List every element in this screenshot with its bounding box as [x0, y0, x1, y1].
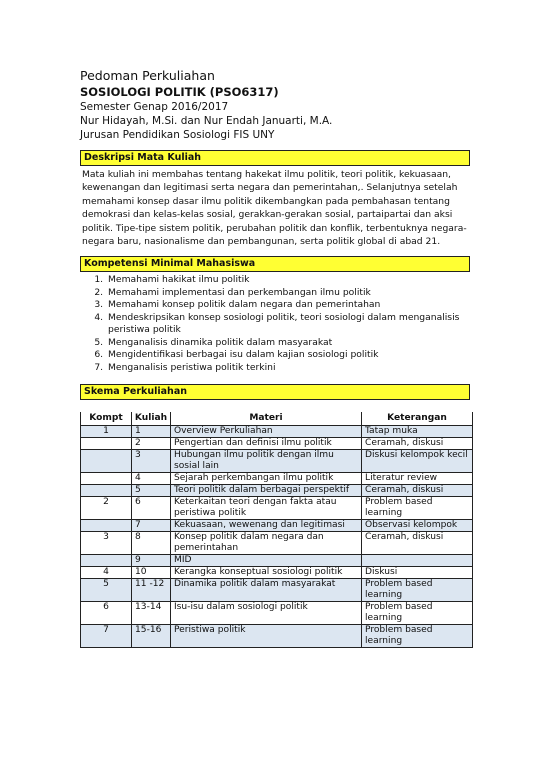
cell-keterangan: [362, 555, 473, 567]
cell-keterangan: Observasi kelompok: [362, 520, 473, 532]
cell-keterangan: Diskusi kelompok kecil: [362, 450, 473, 473]
col-header-keterangan: Keterangan: [362, 412, 473, 426]
cell-keterangan: Problem based learning: [362, 579, 473, 602]
kompetensi-list: [80, 274, 470, 374]
cell-keterangan: Tatap muka: [362, 426, 473, 438]
cell-kompt: [81, 438, 132, 450]
cell-materi: Dinamika politik dalam masyarakat: [171, 579, 362, 602]
cell-kompt: [81, 555, 132, 567]
table-row: [81, 473, 473, 485]
skema-table-body: [81, 426, 473, 648]
cell-materi: Kekuasaan, wewenang dan legitimasi: [171, 520, 362, 532]
cell-kompt: [81, 485, 132, 497]
table-row: [81, 625, 473, 648]
cell-kuliah: 9: [132, 555, 171, 567]
table-row: [81, 579, 473, 602]
cell-materi: Peristiwa politik: [171, 625, 362, 648]
cell-kompt: 2: [81, 497, 132, 520]
cell-materi: MID: [171, 555, 362, 567]
table-row: [81, 520, 473, 532]
cell-keterangan: Problem based learning: [362, 625, 473, 648]
cell-materi: Sejarah perkembangan ilmu politik: [171, 473, 362, 485]
cell-kompt: 6: [81, 602, 132, 625]
kompetensi-item: 5. Menganalisis dinamika politik dalam masyarakat: [106, 337, 470, 350]
table-row: [81, 567, 473, 579]
cell-kuliah: 3: [132, 450, 171, 473]
document-header: [80, 68, 470, 142]
cell-materi: Kerangka konseptual sosiologi politik: [171, 567, 362, 579]
cell-kuliah: 10: [132, 567, 171, 579]
kompetensi-item: 1. Memahami hakikat ilmu politik: [106, 274, 470, 287]
skema-table: [80, 412, 473, 648]
cell-materi: Isu-isu dalam sosiologi politik: [171, 602, 362, 625]
cell-materi: Teori politik dalam berbagai perspektif: [171, 485, 362, 497]
section-deskripsi-title: Deskripsi Mata Kuliah: [80, 150, 470, 166]
cell-kuliah: 7: [132, 520, 171, 532]
section-kompetensi-title: Kompetensi Minimal Mahasiswa: [80, 256, 470, 272]
cell-kuliah: 1: [132, 426, 171, 438]
cell-kuliah: 5: [132, 485, 171, 497]
cell-kuliah: 13-14: [132, 602, 171, 625]
section-skema-title: Skema Perkuliahan: [80, 384, 470, 400]
cell-kompt: 7: [81, 625, 132, 648]
table-row: [81, 485, 473, 497]
course-title: SOSIOLOGI POLITIK (PSO6317): [80, 85, 279, 99]
cell-kompt: 4: [81, 567, 132, 579]
table-row: [81, 426, 473, 438]
cell-materi: Pengertian dan definisi ilmu politik: [171, 438, 362, 450]
cell-kuliah: 6: [132, 497, 171, 520]
kompetensi-item: 4. Mendeskripsikan konsep sosiologi politik, teori sosiologi dalam menganalisis peristiwa politik: [106, 312, 470, 337]
col-header-materi: Materi: [171, 412, 362, 426]
cell-keterangan: Ceramah, diskusi: [362, 438, 473, 450]
cell-kompt: 3: [81, 532, 132, 555]
cell-kuliah: 15-16: [132, 625, 171, 648]
table-row: [81, 450, 473, 473]
cell-keterangan: Diskusi: [362, 567, 473, 579]
cell-materi: Hubungan ilmu politik dengan ilmu sosial lain: [171, 450, 362, 473]
table-row: [81, 532, 473, 555]
doc-type: Pedoman Perkuliahan: [80, 68, 215, 83]
cell-kompt: [81, 473, 132, 485]
document-page: [80, 68, 470, 648]
kompetensi-item: 2. Memahami implementasi dan perkembangan ilmu politik: [106, 287, 470, 300]
kompetensi-item: 6. Mengidentifikasi berbagai isu dalam kajian sosiologi politik: [106, 349, 470, 362]
kompetensi-item: 7. Menganalisis peristiwa politik terkini: [106, 362, 470, 375]
cell-kuliah: 2: [132, 438, 171, 450]
cell-keterangan: Ceramah, diskusi: [362, 532, 473, 555]
cell-kuliah: 11 -12: [132, 579, 171, 602]
cell-keterangan: Problem based learning: [362, 602, 473, 625]
kompetensi-item: 3. Memahami konsep politik dalam negara dan pemerintahan: [106, 299, 470, 312]
col-header-kuliah: Kuliah: [132, 412, 171, 426]
table-row: [81, 555, 473, 567]
table-header-row: [81, 412, 473, 426]
cell-materi: Overview Perkuliahan: [171, 426, 362, 438]
table-row: [81, 497, 473, 520]
semester: Semester Genap 2016/2017: [80, 101, 229, 113]
cell-kompt: 1: [81, 426, 132, 438]
cell-keterangan: Ceramah, diskusi: [362, 485, 473, 497]
cell-kompt: [81, 520, 132, 532]
cell-materi: Keterkaitan teori dengan fakta atau peristiwa politik: [171, 497, 362, 520]
deskripsi-text: Mata kuliah ini membahas tentang hakekat ilmu politik, teori politik, kekuasaan, kewenangan dan legitimasi serta negara dan pemerintahan,. Selanjutnya setelah memahami konsep dasar ilmu politik dikembangkan pada pembahasan tentang demokrasi dan kelas-kelas sosial, gerakkan-gerakan sosial, partaipartai dan aksi politik. Tipe-tipe sistem politik, perubahan politik dan konflik, terbentuknya negara-negara baru, nasionalisme dan pembangunan, serta politik global di abad 21.: [82, 169, 467, 248]
cell-kompt: 5: [81, 579, 132, 602]
table-row: [81, 602, 473, 625]
table-row: [81, 438, 473, 450]
cell-materi: Konsep politik dalam negara dan pemerintahan: [171, 532, 362, 555]
cell-kuliah: 8: [132, 532, 171, 555]
cell-keterangan: Literatur review: [362, 473, 473, 485]
lecturers: Nur Hidayah, M.Si. dan Nur Endah Januarti, M.A.: [80, 115, 333, 127]
department: Jurusan Pendidikan Sosiologi FIS UNY: [80, 129, 275, 141]
cell-kuliah: 4: [132, 473, 171, 485]
cell-kompt: [81, 450, 132, 473]
col-header-kompt: Kompt: [81, 412, 132, 426]
cell-keterangan: Problem based learning: [362, 497, 473, 520]
